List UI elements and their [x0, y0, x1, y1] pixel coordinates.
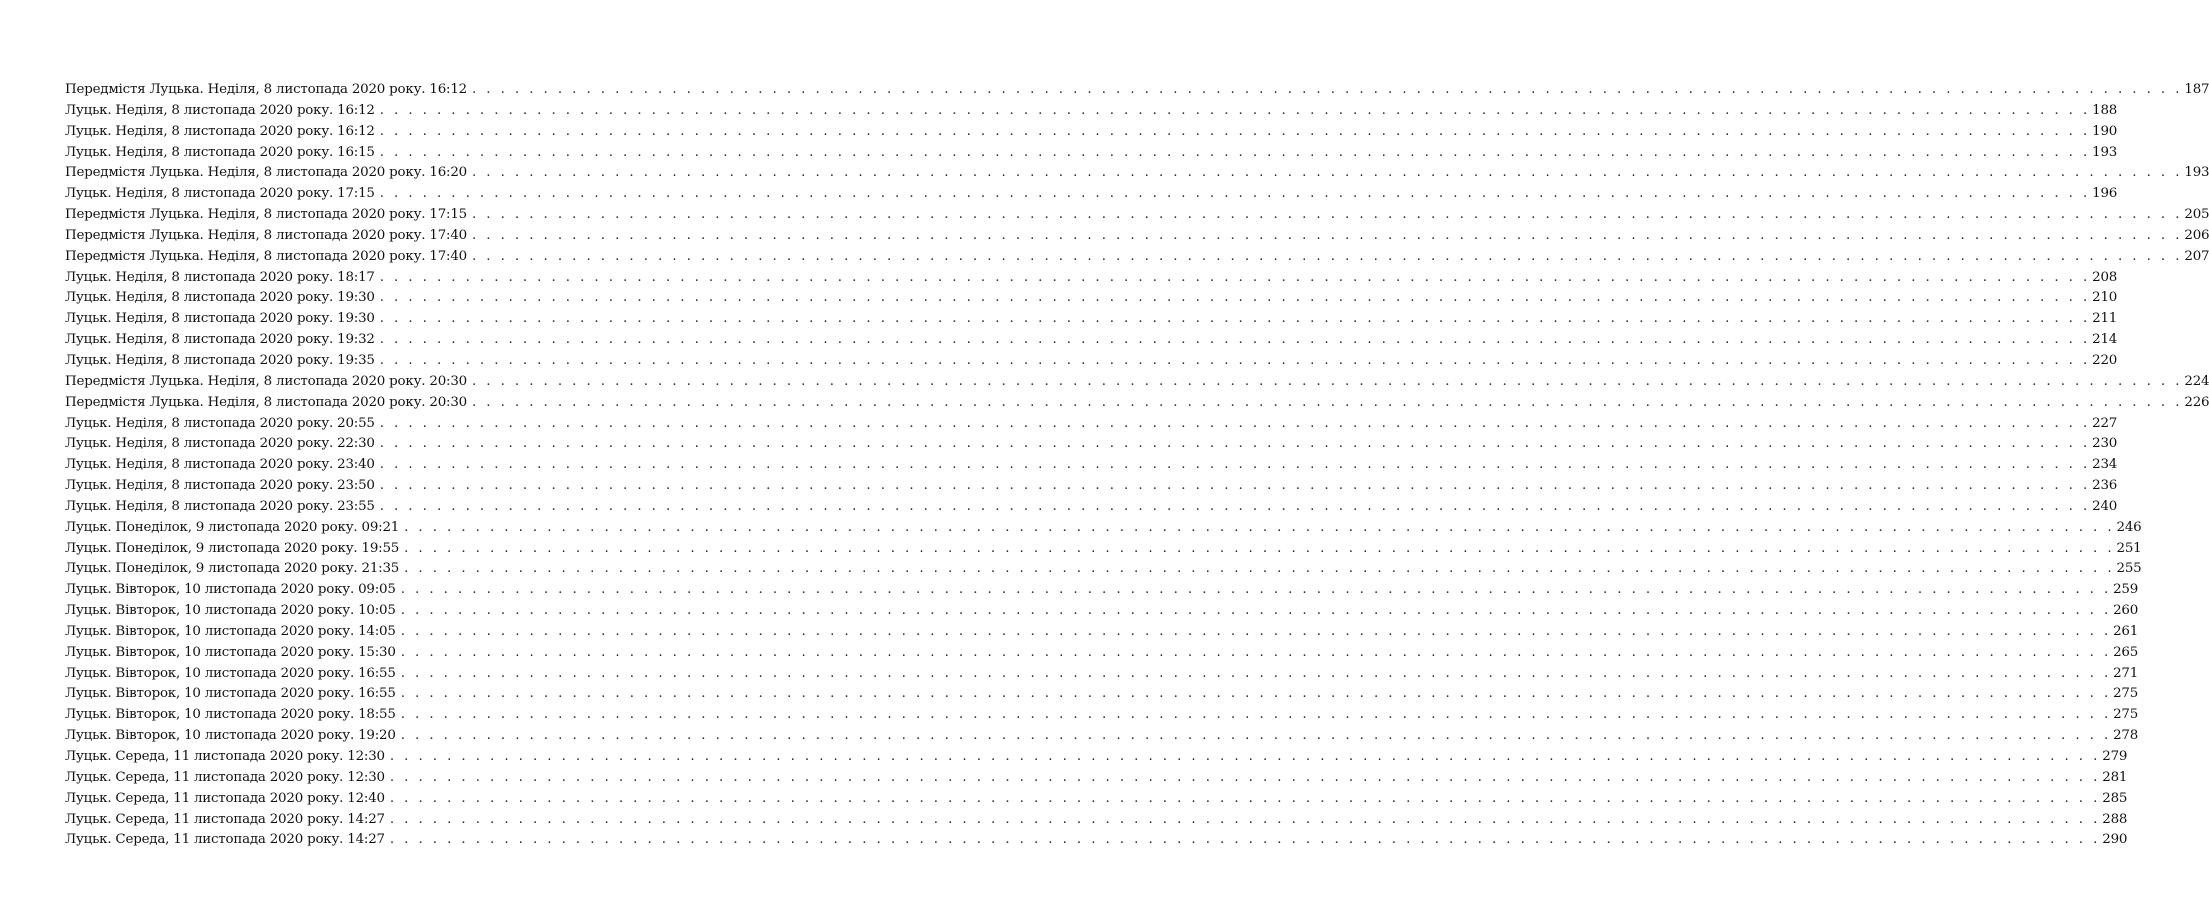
- toc-entry-title: Передмістя Луцька. Неділя, 8 листопада 2020 року. 17:15: [65, 207, 467, 223]
- toc-entry: [65, 705, 2139, 726]
- toc-entry-title: Луцьк. Вівторок, 10 листопада 2020 року. 10:05: [65, 603, 396, 619]
- toc-dot-leader: . . . . . . . . . . . . . . . . . . . . . . . . . . . . . . . . . . . . . . . . . . . . . . . . . . . . . . . . . . . . . . . . . . . . . . . . . . . . . . . . . . . . . . . . . . . . . . . . . . . . . . . . . . . . . . . . . . . . . . . .: [404, 519, 2115, 535]
- toc-entry: [65, 163, 2209, 184]
- toc-dot-leader: . . . . . . . . . . . . . . . . . . . . . . . . . . . . . . . . . . . . . . . . . . . . . . . . . . . . . . . . . . . . . . . . . . . . . . . . . . . . . . . . . . . . . . . . . . . . . . . . . . . . . . . . . . . . . . . . . . . . . . . .: [471, 227, 2183, 243]
- toc-entry: [65, 768, 2128, 789]
- toc-entry: [65, 684, 2139, 705]
- toc-entry-title: Луцьк. Неділя, 8 листопада 2020 року. 23:50: [65, 478, 375, 494]
- toc-entry-page-number: 214: [2092, 332, 2118, 348]
- toc-entry-page-number: 246: [2116, 519, 2142, 535]
- toc-dot-leader: . . . . . . . . . . . . . . . . . . . . . . . . . . . . . . . . . . . . . . . . . . . . . . . . . . . . . . . . . . . . . . . . . . . . . . . . . . . . . . . . . . . . . . . . . . . . . . . . . . . . . . . . . . . . . . . . . . . . . . . .: [379, 123, 2091, 139]
- toc-entry-page-number: 251: [2116, 540, 2142, 556]
- toc-entry-title: Луцьк. Вівторок, 10 листопада 2020 року. 19:20: [65, 728, 396, 744]
- toc-entry-title: Луцьк. Неділя, 8 листопада 2020 року. 23:55: [65, 498, 375, 514]
- toc-entry-title: Луцьк. Понеділок, 9 листопада 2020 року. 19:55: [65, 540, 400, 556]
- toc-entry-page-number: 278: [2113, 728, 2139, 744]
- toc-entry-page-number: 187: [2184, 82, 2209, 97]
- toc-entry-page-number: 193: [2184, 165, 2209, 181]
- toc-dot-leader: . . . . . . . . . . . . . . . . . . . . . . . . . . . . . . . . . . . . . . . . . . . . . . . . . . . . . . . . . . . . . . . . . . . . . . . . . . . . . . . . . . . . . . . . . . . . . . . . . . . . . . . . . . . . . . . . . . . . . . . .: [379, 332, 2091, 348]
- toc-entry: [65, 143, 2118, 164]
- toc-dot-leader: . . . . . . . . . . . . . . . . . . . . . . . . . . . . . . . . . . . . . . . . . . . . . . . . . . . . . . . . . . . . . . . . . . . . . . . . . . . . . . . . . . . . . . . . . . . . . . . . . . . . . . . . . . . . . . . . . . . . . . . .: [379, 498, 2091, 514]
- toc-entry: [65, 643, 2139, 664]
- toc-entry-page-number: 224: [2184, 373, 2209, 389]
- toc-entry-title: Луцьк. Неділя, 8 листопада 2020 року. 19:32: [65, 332, 375, 348]
- toc-entry: [65, 539, 2142, 560]
- toc-entry-page-number: 230: [2092, 436, 2118, 452]
- toc-dot-leader: . . . . . . . . . . . . . . . . . . . . . . . . . . . . . . . . . . . . . . . . . . . . . . . . . . . . . . . . . . . . . . . . . . . . . . . . . . . . . . . . . . . . . . . . . . . . . . . . . . . . . . . . . . . . . . . . . . . . . . . .: [400, 707, 2112, 723]
- toc-entry-page-number: 275: [2113, 707, 2139, 723]
- toc-dot-leader: . . . . . . . . . . . . . . . . . . . . . . . . . . . . . . . . . . . . . . . . . . . . . . . . . . . . . . . . . . . . . . . . . . . . . . . . . . . . . . . . . . . . . . . . . . . . . . . . . . . . . . . . . . . . . . . . . . . . . . . .: [379, 352, 2091, 368]
- toc-dot-leader: . . . . . . . . . . . . . . . . . . . . . . . . . . . . . . . . . . . . . . . . . . . . . . . . . . . . . . . . . . . . . . . . . . . . . . . . . . . . . . . . . . . . . . . . . . . . . . . . . . . . . . . . . . . . . . . . . . . . . . . .: [379, 269, 2091, 285]
- toc-entry-title: Луцьк. Середа, 11 листопада 2020 року. 12:30: [65, 769, 385, 785]
- toc-entry-page-number: 193: [2092, 144, 2118, 160]
- toc-entry-page-number: 271: [2113, 665, 2139, 681]
- toc-entry-title: Луцьк. Неділя, 8 листопада 2020 року. 23:40: [65, 457, 375, 473]
- toc-entry: [65, 122, 2118, 143]
- toc-entry-page-number: 207: [2184, 248, 2209, 264]
- toc-dot-leader: . . . . . . . . . . . . . . . . . . . . . . . . . . . . . . . . . . . . . . . . . . . . . . . . . . . . . . . . . . . . . . . . . . . . . . . . . . . . . . . . . . . . . . . . . . . . . . . . . . . . . . . . . . . . . . . . . . . . . . . .: [379, 478, 2091, 494]
- toc-dot-leader: . . . . . . . . . . . . . . . . . . . . . . . . . . . . . . . . . . . . . . . . . . . . . . . . . . . . . . . . . . . . . . . . . . . . . . . . . . . . . . . . . . . . . . . . . . . . . . . . . . . . . . . . . . . . . . . . . . . . . . . .: [404, 561, 2115, 577]
- toc-dot-leader: . . . . . . . . . . . . . . . . . . . . . . . . . . . . . . . . . . . . . . . . . . . . . . . . . . . . . . . . . . . . . . . . . . . . . . . . . . . . . . . . . . . . . . . . . . . . . . . . . . . . . . . . . . . . . . . . . . . . . . . .: [389, 749, 2101, 764]
- toc-dot-leader: . . . . . . . . . . . . . . . . . . . . . . . . . . . . . . . . . . . . . . . . . . . . . . . . . . . . . . . . . . . . . . . . . . . . . . . . . . . . . . . . . . . . . . . . . . . . . . . . . . . . . . . . . . . . . . . . . . . . . . . .: [379, 457, 2091, 473]
- toc-dot-leader: . . . . . . . . . . . . . . . . . . . . . . . . . . . . . . . . . . . . . . . . . . . . . . . . . . . . . . . . . . . . . . . . . . . . . . . . . . . . . . . . . . . . . . . . . . . . . . . . . . . . . . . . . . . . . . . . . . . . . . . .: [471, 165, 2183, 181]
- toc-entry-title: Передмістя Луцька. Неділя, 8 листопада 2020 року. 20:30: [65, 373, 467, 389]
- toc-entry-title: Передмістя Луцька. Неділя, 8 листопада 2020 року. 20:30: [65, 394, 467, 410]
- toc-entry: [65, 184, 2118, 205]
- toc-dot-leader: . . . . . . . . . . . . . . . . . . . . . . . . . . . . . . . . . . . . . . . . . . . . . . . . . . . . . . . . . . . . . . . . . . . . . . . . . . . . . . . . . . . . . . . . . . . . . . . . . . . . . . . . . . . . . . . . . . . . . . . .: [400, 644, 2112, 660]
- toc-entry: [65, 226, 2209, 247]
- toc-entry-title: Луцьк. Неділя, 8 листопада 2020 року. 19:30: [65, 311, 375, 327]
- toc-entry-title: Передмістя Луцька. Неділя, 8 листопада 2020 року. 16:20: [65, 165, 467, 181]
- toc-entry: [65, 309, 2118, 330]
- toc-dot-leader: . . . . . . . . . . . . . . . . . . . . . . . . . . . . . . . . . . . . . . . . . . . . . . . . . . . . . . . . . . . . . . . . . . . . . . . . . . . . . . . . . . . . . . . . . . . . . . . . . . . . . . . . . . . . . . . . . . . . . . . .: [400, 582, 2112, 598]
- toc-dot-leader: . . . . . . . . . . . . . . . . . . . . . . . . . . . . . . . . . . . . . . . . . . . . . . . . . . . . . . . . . . . . . . . . . . . . . . . . . . . . . . . . . . . . . . . . . . . . . . . . . . . . . . . . . . . . . . . . . . . . . . . .: [400, 686, 2112, 702]
- toc-dot-leader: . . . . . . . . . . . . . . . . . . . . . . . . . . . . . . . . . . . . . . . . . . . . . . . . . . . . . . . . . . . . . . . . . . . . . . . . . . . . . . . . . . . . . . . . . . . . . . . . . . . . . . . . . . . . . . . . . . . . . . . .: [389, 832, 2101, 848]
- toc-entry: [65, 622, 2139, 643]
- toc-entry-title: Луцьк. Неділя, 8 листопада 2020 року. 17:15: [65, 186, 375, 202]
- toc-entry-title: Передмістя Луцька. Неділя, 8 листопада 2020 року. 16:12: [65, 82, 467, 97]
- toc-entry: [65, 101, 2118, 122]
- toc-entry-page-number: 234: [2092, 457, 2118, 473]
- toc-entry-title: Передмістя Луцька. Неділя, 8 листопада 2020 року. 17:40: [65, 227, 467, 243]
- toc-entry: [65, 830, 2128, 851]
- toc-entry-page-number: 288: [2102, 811, 2128, 827]
- toc-dot-leader: . . . . . . . . . . . . . . . . . . . . . . . . . . . . . . . . . . . . . . . . . . . . . . . . . . . . . . . . . . . . . . . . . . . . . . . . . . . . . . . . . . . . . . . . . . . . . . . . . . . . . . . . . . . . . . . . . . . . . . . .: [400, 728, 2112, 744]
- toc-dot-leader: . . . . . . . . . . . . . . . . . . . . . . . . . . . . . . . . . . . . . . . . . . . . . . . . . . . . . . . . . . . . . . . . . . . . . . . . . . . . . . . . . . . . . . . . . . . . . . . . . . . . . . . . . . . . . . . . . . . . . . . .: [400, 603, 2112, 619]
- toc-dot-leader: . . . . . . . . . . . . . . . . . . . . . . . . . . . . . . . . . . . . . . . . . . . . . . . . . . . . . . . . . . . . . . . . . . . . . . . . . . . . . . . . . . . . . . . . . . . . . . . . . . . . . . . . . . . . . . . . . . . . . . . .: [389, 811, 2101, 827]
- toc-dot-leader: . . . . . . . . . . . . . . . . . . . . . . . . . . . . . . . . . . . . . . . . . . . . . . . . . . . . . . . . . . . . . . . . . . . . . . . . . . . . . . . . . . . . . . . . . . . . . . . . . . . . . . . . . . . . . . . . . . . . . . . .: [389, 790, 2101, 806]
- toc-entry-page-number: 211: [2092, 311, 2118, 327]
- toc-entry: [65, 414, 2118, 435]
- toc-entry-page-number: 259: [2113, 582, 2139, 598]
- toc-entry: [65, 476, 2118, 497]
- toc-entry-title: Луцьк. Неділя, 8 листопада 2020 року. 19:30: [65, 290, 375, 306]
- toc-entry-title: Луцьк. Неділя, 8 листопада 2020 року. 22:30: [65, 436, 375, 452]
- toc-entry-page-number: 285: [2102, 790, 2128, 806]
- toc-entry: [65, 747, 2128, 768]
- toc-entry-title: Луцьк. Середа, 11 листопада 2020 року. 12:40: [65, 790, 385, 806]
- toc-entry: [65, 601, 2139, 622]
- toc-entry: [65, 80, 2209, 101]
- toc-dot-leader: . . . . . . . . . . . . . . . . . . . . . . . . . . . . . . . . . . . . . . . . . . . . . . . . . . . . . . . . . . . . . . . . . . . . . . . . . . . . . . . . . . . . . . . . . . . . . . . . . . . . . . . . . . . . . . . . . . . . . . . .: [379, 186, 2091, 202]
- toc-entry-title: Луцьк. Понеділок, 9 листопада 2020 року. 09:21: [65, 519, 400, 535]
- toc-entry-page-number: 196: [2092, 186, 2118, 202]
- toc-entry-page-number: 236: [2092, 478, 2118, 494]
- toc-dot-leader: . . . . . . . . . . . . . . . . . . . . . . . . . . . . . . . . . . . . . . . . . . . . . . . . . . . . . . . . . . . . . . . . . . . . . . . . . . . . . . . . . . . . . . . . . . . . . . . . . . . . . . . . . . . . . . . . . . . . . . . .: [379, 311, 2091, 327]
- toc-dot-leader: . . . . . . . . . . . . . . . . . . . . . . . . . . . . . . . . . . . . . . . . . . . . . . . . . . . . . . . . . . . . . . . . . . . . . . . . . . . . . . . . . . . . . . . . . . . . . . . . . . . . . . . . . . . . . . . . . . . . . . . .: [379, 436, 2091, 452]
- toc-dot-leader: . . . . . . . . . . . . . . . . . . . . . . . . . . . . . . . . . . . . . . . . . . . . . . . . . . . . . . . . . . . . . . . . . . . . . . . . . . . . . . . . . . . . . . . . . . . . . . . . . . . . . . . . . . . . . . . . . . . . . . . .: [471, 82, 2183, 97]
- toc-entry-page-number: 275: [2113, 686, 2139, 702]
- toc-entry: [65, 351, 2118, 372]
- toc-entry-title: Луцьк. Середа, 11 листопада 2020 року. 14:27: [65, 811, 385, 827]
- toc-dot-leader: . . . . . . . . . . . . . . . . . . . . . . . . . . . . . . . . . . . . . . . . . . . . . . . . . . . . . . . . . . . . . . . . . . . . . . . . . . . . . . . . . . . . . . . . . . . . . . . . . . . . . . . . . . . . . . . . . . . . . . . .: [471, 207, 2183, 223]
- toc-entry-page-number: 255: [2116, 561, 2142, 577]
- toc-dot-leader: . . . . . . . . . . . . . . . . . . . . . . . . . . . . . . . . . . . . . . . . . . . . . . . . . . . . . . . . . . . . . . . . . . . . . . . . . . . . . . . . . . . . . . . . . . . . . . . . . . . . . . . . . . . . . . . . . . . . . . . .: [471, 394, 2183, 410]
- toc-dot-leader: . . . . . . . . . . . . . . . . . . . . . . . . . . . . . . . . . . . . . . . . . . . . . . . . . . . . . . . . . . . . . . . . . . . . . . . . . . . . . . . . . . . . . . . . . . . . . . . . . . . . . . . . . . . . . . . . . . . . . . . .: [379, 290, 2091, 306]
- toc-dot-leader: . . . . . . . . . . . . . . . . . . . . . . . . . . . . . . . . . . . . . . . . . . . . . . . . . . . . . . . . . . . . . . . . . . . . . . . . . . . . . . . . . . . . . . . . . . . . . . . . . . . . . . . . . . . . . . . . . . . . . . . .: [379, 102, 2091, 118]
- toc-entry: [65, 810, 2128, 831]
- toc-entry-title: Луцьк. Неділя, 8 листопада 2020 року. 20:55: [65, 415, 375, 431]
- toc-dot-leader: . . . . . . . . . . . . . . . . . . . . . . . . . . . . . . . . . . . . . . . . . . . . . . . . . . . . . . . . . . . . . . . . . . . . . . . . . . . . . . . . . . . . . . . . . . . . . . . . . . . . . . . . . . . . . . . . . . . . . . . .: [379, 144, 2091, 160]
- toc-entry-page-number: 205: [2184, 207, 2209, 223]
- toc-dot-leader: . . . . . . . . . . . . . . . . . . . . . . . . . . . . . . . . . . . . . . . . . . . . . . . . . . . . . . . . . . . . . . . . . . . . . . . . . . . . . . . . . . . . . . . . . . . . . . . . . . . . . . . . . . . . . . . . . . . . . . . .: [400, 623, 2112, 639]
- toc-entry: [65, 393, 2209, 414]
- toc-entry-title: Луцьк. Середа, 11 листопада 2020 року. 14:27: [65, 832, 385, 848]
- toc-entry-title: Луцьк. Вівторок, 10 листопада 2020 року. 09:05: [65, 582, 396, 598]
- toc-entry-title: Луцьк. Вівторок, 10 листопада 2020 року. 16:55: [65, 665, 396, 681]
- toc-entry-page-number: 279: [2102, 749, 2128, 764]
- toc-dot-leader: . . . . . . . . . . . . . . . . . . . . . . . . . . . . . . . . . . . . . . . . . . . . . . . . . . . . . . . . . . . . . . . . . . . . . . . . . . . . . . . . . . . . . . . . . . . . . . . . . . . . . . . . . . . . . . . . . . . . . . . .: [471, 373, 2183, 389]
- toc-entry-page-number: 290: [2102, 832, 2128, 848]
- toc-entry-page-number: 188: [2092, 102, 2118, 118]
- toc-entry-title: Луцьк. Понеділок, 9 листопада 2020 року. 21:35: [65, 561, 400, 577]
- toc-entry: [65, 247, 2209, 268]
- toc-entry-page-number: 220: [2092, 352, 2118, 368]
- toc-entry-page-number: 260: [2113, 603, 2139, 619]
- toc-dot-leader: . . . . . . . . . . . . . . . . . . . . . . . . . . . . . . . . . . . . . . . . . . . . . . . . . . . . . . . . . . . . . . . . . . . . . . . . . . . . . . . . . . . . . . . . . . . . . . . . . . . . . . . . . . . . . . . . . . . . . . . .: [471, 248, 2183, 264]
- toc-entry-page-number: 265: [2113, 644, 2139, 660]
- toc-entry-title: Луцьк. Неділя, 8 листопада 2020 року. 18:17: [65, 269, 375, 285]
- toc-entry: [65, 434, 2118, 455]
- toc-entry: [65, 455, 2118, 476]
- toc-entry: [65, 330, 2118, 351]
- toc-dot-leader: . . . . . . . . . . . . . . . . . . . . . . . . . . . . . . . . . . . . . . . . . . . . . . . . . . . . . . . . . . . . . . . . . . . . . . . . . . . . . . . . . . . . . . . . . . . . . . . . . . . . . . . . . . . . . . . . . . . . . . . .: [404, 540, 2115, 556]
- table-of-contents: [65, 80, 2209, 851]
- toc-entry-title: Луцьк. Неділя, 8 листопада 2020 року. 16:15: [65, 144, 375, 160]
- toc-entry-title: Луцьк. Середа, 11 листопада 2020 року. 12:30: [65, 749, 385, 764]
- toc-entry-title: Луцьк. Неділя, 8 листопада 2020 року. 16:12: [65, 102, 375, 118]
- toc-entry: [65, 497, 2118, 518]
- toc-entry: [65, 789, 2128, 810]
- toc-entry-page-number: 226: [2184, 394, 2209, 410]
- toc-entry-page-number: 261: [2113, 623, 2139, 639]
- toc-entry-title: Луцьк. Вівторок, 10 листопада 2020 року. 14:05: [65, 623, 396, 639]
- toc-entry: [65, 268, 2118, 289]
- toc-entry: [65, 372, 2209, 393]
- toc-entry-title: Луцьк. Неділя, 8 листопада 2020 року. 19:35: [65, 352, 375, 368]
- toc-entry: [65, 726, 2139, 747]
- toc-entry-page-number: 206: [2184, 227, 2209, 243]
- toc-dot-leader: . . . . . . . . . . . . . . . . . . . . . . . . . . . . . . . . . . . . . . . . . . . . . . . . . . . . . . . . . . . . . . . . . . . . . . . . . . . . . . . . . . . . . . . . . . . . . . . . . . . . . . . . . . . . . . . . . . . . . . . .: [379, 415, 2091, 431]
- toc-entry: [65, 559, 2142, 580]
- toc-entry-title: Луцьк. Вівторок, 10 листопада 2020 року. 15:30: [65, 644, 396, 660]
- toc-entry-page-number: 208: [2092, 269, 2118, 285]
- toc-entry: [65, 518, 2142, 539]
- toc-entry-title: Луцьк. Неділя, 8 листопада 2020 року. 16:12: [65, 123, 375, 139]
- toc-entry: [65, 664, 2139, 685]
- toc-entry-page-number: 227: [2092, 415, 2118, 431]
- toc-entry-page-number: 190: [2092, 123, 2118, 139]
- toc-entry-page-number: 210: [2092, 290, 2118, 306]
- toc-entry-page-number: 240: [2092, 498, 2118, 514]
- toc-dot-leader: . . . . . . . . . . . . . . . . . . . . . . . . . . . . . . . . . . . . . . . . . . . . . . . . . . . . . . . . . . . . . . . . . . . . . . . . . . . . . . . . . . . . . . . . . . . . . . . . . . . . . . . . . . . . . . . . . . . . . . . .: [389, 769, 2101, 785]
- toc-entry: [65, 580, 2139, 601]
- toc-entry-title: Передмістя Луцька. Неділя, 8 листопада 2020 року. 17:40: [65, 248, 467, 264]
- toc-entry-page-number: 281: [2102, 769, 2128, 785]
- toc-entry-title: Луцьк. Вівторок, 10 листопада 2020 року. 16:55: [65, 686, 396, 702]
- toc-entry: [65, 205, 2209, 226]
- toc-entry: [65, 288, 2118, 309]
- toc-entry-title: Луцьк. Вівторок, 10 листопада 2020 року. 18:55: [65, 707, 396, 723]
- toc-dot-leader: . . . . . . . . . . . . . . . . . . . . . . . . . . . . . . . . . . . . . . . . . . . . . . . . . . . . . . . . . . . . . . . . . . . . . . . . . . . . . . . . . . . . . . . . . . . . . . . . . . . . . . . . . . . . . . . . . . . . . . . .: [400, 665, 2112, 681]
